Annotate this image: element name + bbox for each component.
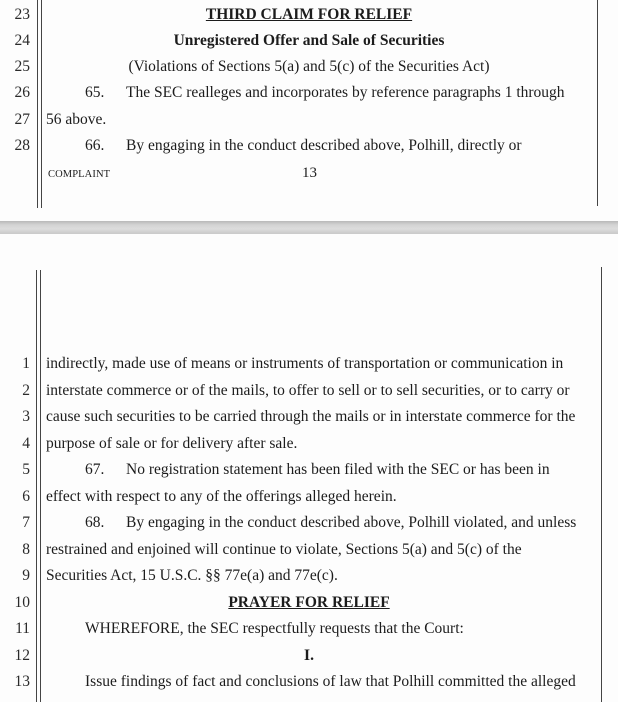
pleading-line [0, 54, 618, 80]
pleading-line [0, 107, 618, 133]
line-number: 2 [22, 382, 30, 399]
paragraph-text: restrained and enjoined will continue to violate, Sections 5(a) and 5(c) of the [46, 541, 522, 558]
pleading-line [0, 80, 618, 106]
paragraph-text: indirectly, made use of means or instruments of transportation or communication in [46, 355, 564, 372]
footer-document-title: COMPLAINT [48, 169, 111, 180]
pleading-line [0, 669, 618, 695]
paragraph-text: Issue findings of fact and conclusions of law that Polhill committed the alleged [85, 673, 576, 690]
pleading-line [0, 404, 618, 430]
line-number: 13 [14, 673, 30, 690]
claim-subtitle: Unregistered Offer and Sale of Securities [173, 32, 445, 49]
page-number: 13 [302, 165, 317, 181]
page-separator [0, 221, 618, 234]
pleading-line [0, 133, 618, 159]
line-number: 25 [14, 58, 30, 75]
pleading-line [0, 431, 618, 457]
pleading-line [0, 28, 618, 54]
line-number: 6 [22, 488, 30, 505]
claim-statute: (Violations of Sections 5(a) and 5(c) of the Securities Act) [128, 58, 490, 75]
pleading-line [0, 2, 618, 28]
section-heading: THIRD CLAIM FOR RELIEF [205, 6, 413, 23]
pleading-line [0, 378, 618, 404]
paragraph-body: No registration statement has been filed with the SEC or has been in [126, 461, 550, 478]
paragraph-text: Securities Act, 15 U.S.C. §§ 77e(a) and 77e(c). [46, 567, 338, 584]
paragraph-text [46, 457, 550, 483]
paragraph-text: WHEREFORE, the SEC respectfully requests that the Court: [85, 620, 464, 637]
paragraph-body: By engaging in the conduct described above, Polhill, directly or [126, 137, 522, 154]
paragraph-number: 68. [85, 514, 105, 531]
paragraph-text: cause such securities to be carried through the mails or in interstate commerce for the [46, 408, 576, 425]
document-page-13 [0, 0, 618, 221]
paragraph-number: 67. [85, 461, 105, 478]
line-number: 23 [14, 6, 30, 23]
line-number: 27 [14, 111, 30, 128]
document-page-14 [0, 234, 618, 702]
pleading-line [0, 457, 618, 483]
line-number: 8 [22, 541, 30, 558]
pleading-line [0, 537, 618, 563]
roman-numeral-heading: I. [304, 647, 314, 664]
paragraph-body: By engaging in the conduct described above, Polhill violated, and unless [126, 514, 577, 531]
pleading-line [0, 563, 618, 589]
line-number: 24 [14, 32, 30, 49]
pleading-line [0, 616, 618, 642]
pleading-line [0, 510, 618, 536]
line-number: 28 [14, 137, 30, 154]
pleading-line [0, 590, 618, 616]
line-number: 11 [15, 620, 30, 637]
paragraph-text [46, 510, 576, 536]
line-number: 1 [22, 355, 30, 372]
line-number: 5 [22, 461, 30, 478]
paragraph-number: 66. [85, 137, 105, 154]
paragraph-text: interstate commerce or of the mails, to offer to sell or to sell securities, or to carry or [46, 382, 570, 399]
pleading-line [0, 351, 618, 377]
line-number: 3 [22, 408, 30, 425]
paragraph-body: The SEC realleges and incorporates by reference paragraphs 1 through [126, 84, 565, 101]
paragraph-text [46, 133, 522, 159]
paragraph-number: 65. [85, 84, 105, 101]
line-number: 26 [14, 84, 30, 101]
line-number: 7 [22, 514, 30, 531]
paragraph-text: 56 above. [46, 111, 107, 128]
paragraph-text: effect with respect to any of the offerings alleged herein. [46, 488, 397, 505]
section-heading: PRAYER FOR RELIEF [228, 594, 390, 611]
line-number: 10 [14, 594, 30, 611]
pleading-line [0, 484, 618, 510]
paragraph-text [46, 80, 565, 106]
line-number: 9 [22, 567, 30, 584]
page-footer [0, 163, 618, 183]
paragraph-text: purpose of sale or for delivery after sale. [46, 435, 298, 452]
pleading-line [0, 643, 618, 669]
line-number: 4 [22, 435, 30, 452]
line-number: 12 [14, 647, 30, 664]
